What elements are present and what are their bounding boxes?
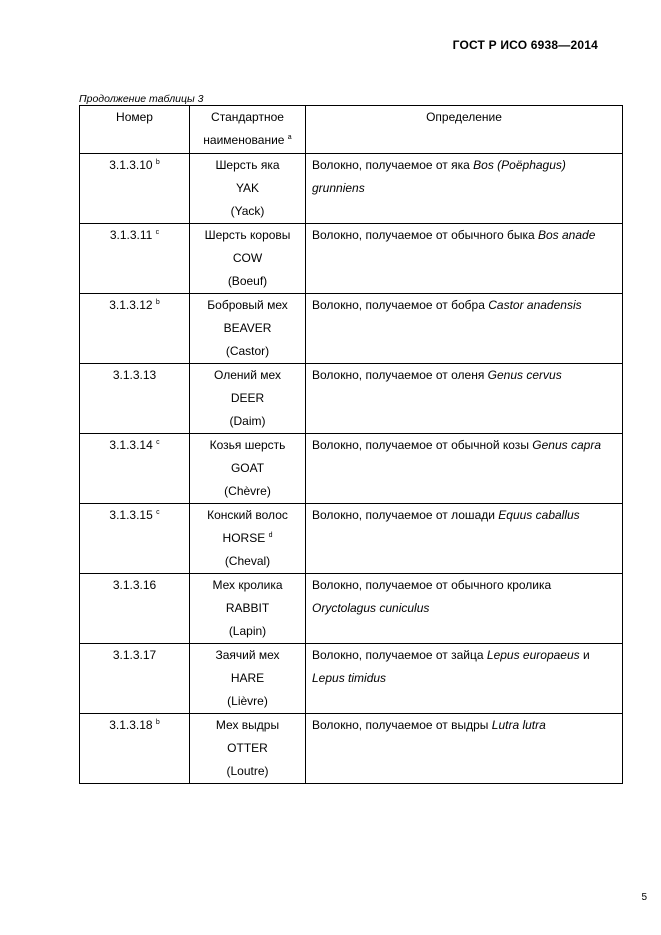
entry-number-cell [80,154,190,224]
table-row [80,364,623,434]
name-english-line [190,247,305,270]
latin-species-name-2: Lepus timidus [312,671,387,685]
footnote-mark: c [155,229,160,236]
name-english-line [190,667,305,690]
name-english-line [190,387,305,410]
name-french: (Boeuf) [227,274,268,288]
footnote-mark: b [155,299,160,306]
name-english: BEAVER [223,321,272,335]
latin-species-name: Oryctolagus cuniculus [312,601,430,615]
name-french: (Yack) [230,204,265,218]
definition-text: Волокно, получаемое от выдры [312,718,492,732]
definition-text: Волокно, получаемое от лошади [312,508,499,522]
name-russian: Шерсть яка [215,158,280,172]
footnote-mark: c [156,509,160,516]
table-row [80,294,623,364]
standard-name-cell [190,224,306,294]
definition-cell [306,504,623,574]
latin-species-name: Equus caballus [498,508,580,522]
standard-name-cell [190,434,306,504]
entry-number: 3.1.3.18 [109,718,153,732]
name-english: RABBIT [225,601,270,615]
definition-text: Волокно, получаемое от оленя [312,368,488,382]
entry-number-cell [80,644,190,714]
name-english-line [190,597,305,620]
name-russian: Олений мех [214,368,281,382]
name-english-line [190,737,305,760]
table-row [80,434,623,504]
name-english-line [190,457,305,480]
name-russian: Заячий мех [215,648,280,662]
footnote-mark: a [287,134,292,141]
page-number: 5 [641,892,647,903]
name-russian: Шерсть коровы [204,228,291,242]
definition-text: Волокно, получаемое от обычной козы [312,438,533,452]
entry-number: 3.1.3.17 [112,648,157,662]
column-header-standard-name [190,106,306,154]
table-row [80,714,623,784]
entry-number: 3.1.3.14 [109,438,153,452]
definition-cell [306,644,623,714]
footnote-mark: c [156,439,160,446]
name-french: (Chèvre) [224,484,271,498]
entry-number: 3.1.3.13 [112,368,157,382]
column-header-name-line1: Стандартное [211,110,284,124]
entry-number-cell [80,714,190,784]
name-english: DEER [230,391,265,405]
table-row [80,154,623,224]
table-row [80,224,623,294]
standard-name-cell [190,294,306,364]
table-row [80,574,623,644]
name-french: (Daim) [229,414,266,428]
name-french: (Lapin) [228,624,267,638]
standard-name-cell [190,504,306,574]
latin-species-name: Genus capra [532,438,601,452]
name-russian: Конский волос [207,508,288,522]
name-french: (Lièvre) [227,694,268,708]
definition-cell [306,714,623,784]
definition-cell [306,154,623,224]
entry-number: 3.1.3.16 [112,578,157,592]
column-header-number: Номер [80,106,190,154]
definition-cell [306,574,623,644]
table-row [80,504,623,574]
latin-species-name: Lutra lutra [491,718,546,732]
standard-name-cell [190,574,306,644]
standard-name-cell [190,714,306,784]
name-russian: Бобровый мех [207,298,288,312]
document-id: ГОСТ Р ИСО 6938—2014 [452,38,598,52]
name-english: OTTER [227,741,268,755]
name-english: YAK [235,181,260,195]
entry-number: 3.1.3.10 [109,158,153,172]
definition-connector: и [579,648,590,662]
entry-number: 3.1.3.12 [109,298,153,312]
name-french: (Loutre) [226,764,269,778]
definition-cell [306,224,623,294]
entry-number-cell [80,504,190,574]
entry-number-cell [80,224,190,294]
definition-text: Волокно, получаемое от обычного кролика [312,578,552,592]
name-english-line [190,317,305,340]
name-french: (Cheval) [224,554,271,568]
column-header-definition: Определение [306,106,623,154]
name-russian: Козья шерсть [209,438,286,452]
entry-number: 3.1.3.15 [109,508,153,522]
definition-text: Волокно, получаемое от бобра [312,298,489,312]
name-russian: Мех кролика [212,578,283,592]
definition-cell [306,364,623,434]
latin-species-name: Lepus europaeus [486,648,580,662]
name-english-line [190,177,305,200]
fiber-names-table [79,105,623,784]
definition-text: Волокно, получаемое от обычного быка [312,228,538,242]
column-header-name-text: наименование [203,133,285,147]
name-french: (Castor) [225,344,270,358]
name-english-line [190,527,305,550]
entry-number-cell [80,434,190,504]
entry-number: 3.1.3.11 [109,228,153,242]
name-english: COW [232,251,263,265]
name-english: HARE [230,671,265,685]
footnote-mark: b [155,159,160,166]
standard-name-cell [190,154,306,224]
entry-number-cell [80,294,190,364]
column-header-name-line2 [190,129,305,152]
entry-number-cell [80,364,190,434]
latin-species-name: Bos anade [538,228,596,242]
name-english: GOAT [230,461,265,475]
definition-text: Волокно, получаемое от зайца [312,648,487,662]
table-header-row [80,106,623,154]
footnote-mark: d [268,532,273,539]
table-caption: Продолжение таблицы 3 [79,93,204,105]
table-row [80,644,623,714]
definition-cell [306,294,623,364]
name-english: HORSE [222,531,266,545]
standard-name-cell [190,644,306,714]
latin-species-name: Castor anadensis [488,298,582,312]
latin-species-name: Bos (Poëphagus) grunniens [312,158,566,195]
definition-cell [306,434,623,504]
latin-species-name: Genus cervus [487,368,562,382]
footnote-mark: b [155,719,160,726]
standard-name-cell [190,364,306,434]
definition-text: Волокно, получаемое от яка [312,158,474,172]
name-russian: Мех выдры [215,718,280,732]
entry-number-cell [80,574,190,644]
